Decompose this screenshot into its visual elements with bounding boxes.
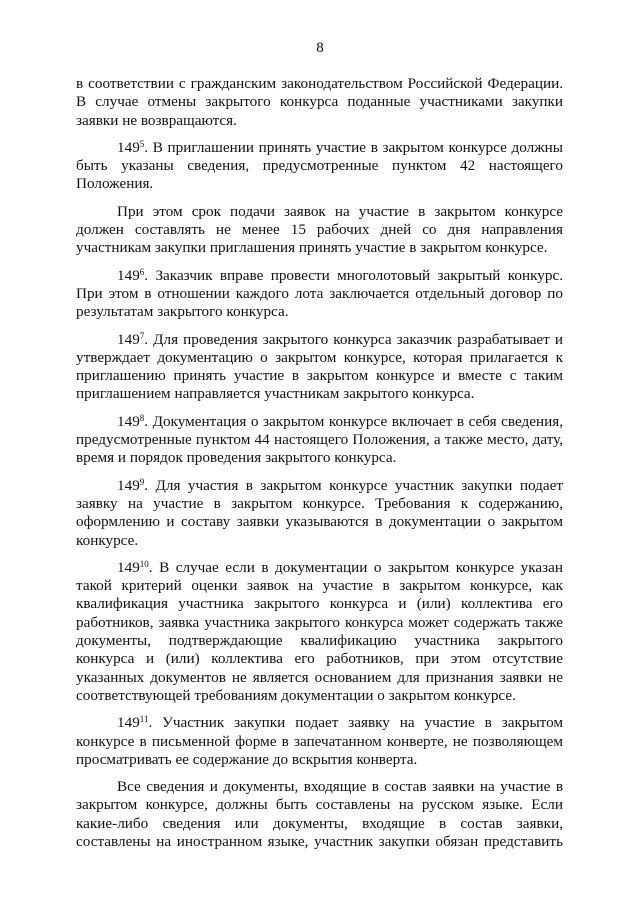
paragraph-149-5: $149^5$. В приглашении принять участие в закрытом конкурсе должны быть указаны сведения, предусмотренные пунктом 42 настоящего Положения.	[76, 138, 563, 193]
paragraph-149-11: $149^{11}$. Участник закупки подает заявку на участие в закрытом конкурсе в письменной форме в запечатанном конверте, не позволяющем просматривать ее содержание до вскрытия конверта.	[76, 714, 563, 768]
clause-superscript: 9	[139, 476, 145, 487]
paragraph-continuation: в соответствии с гражданским законодательством Российской Федерации. В случае отмены закрытого конкурса поданные участниками закупки заявки не возвращаются.	[76, 75, 563, 129]
clause-number: 149	[117, 714, 140, 732]
clause-superscript: 10	[139, 558, 149, 569]
clause-superscript: 8	[139, 412, 145, 423]
clause-number: 149	[117, 266, 140, 284]
clause-number: 149	[117, 138, 140, 156]
paragraph-149-7: $149^7$. Для проведения закрытого конкурса заказчик разрабатывает и утверждает документацию о закрытом конкурсе, которая прилагается к приглашению принять участие в закрытом конкурсе и вместе с таким приглашением направляется участникам закрытого конкурса.	[76, 330, 563, 403]
clause-number: 149	[117, 330, 140, 348]
page-number: 8	[316, 40, 324, 56]
clause-superscript: 5	[139, 138, 145, 149]
paragraph-149-6: $149^6$. Заказчик вправе провести многолотовый закрытый конкурс. При этом в отношении каждого лота заключается отдельный договор по результатам закрытого конкурса.	[76, 266, 563, 321]
paragraph-deadline: При этом срок подачи заявок на участие в закрытом конкурсе должен составлять не менее 15 рабочих дней со дня направления участникам закупки приглашения принять участие в закрытом конкурсе.	[76, 202, 563, 257]
clause-number: 149	[117, 412, 140, 430]
clause-number: 149	[117, 476, 140, 494]
paragraph-language: Все сведения и документы, входящие в состав заявки на участие в закрытом конкурсе, должны быть составлены на русском языке. Если какие-либо сведения или документы, входящие в состав заявки, составлены на иностранном языке, участник закупки обязан представить	[76, 778, 563, 850]
clause-superscript: 6	[139, 266, 145, 277]
clause-number: 149	[117, 558, 140, 576]
clause-superscript: 11	[139, 714, 149, 725]
clause-superscript: 7	[139, 330, 145, 341]
paragraph-149-10: $149^{10}$. В случае если в документации о закрытом конкурсе указан такой критерий оценки заявок на участие в закрытом конкурсе, как квалификация участника закрытого конкурса и (или) коллектива его работников, заявка участника закрытого конкурса может содержать также документы, подтверждающие квалификацию участника закрытого конкурса и (или) коллектива его работников, при этом отсутствие указанных документов не является основанием для признания заявки не соответствующей требованиям документации о закрытом конкурсе.	[76, 558, 563, 704]
body-text	[76, 75, 563, 851]
paragraph-149-9: $149^9$. Для участия в закрытом конкурсе участник закупки подает заявку на участие в закрытом конкурсе. Требования к содержанию, оформлению и составу заявки указываются в документации о закрытом конкурсе.	[76, 476, 563, 549]
paragraph-149-8: $149^8$. Документация о закрытом конкурсе включает в себя сведения, предусмотренные пунктом 44 настоящего Положения, а также место, дату, время и порядок проведения закрытого конкурса.	[76, 412, 563, 467]
